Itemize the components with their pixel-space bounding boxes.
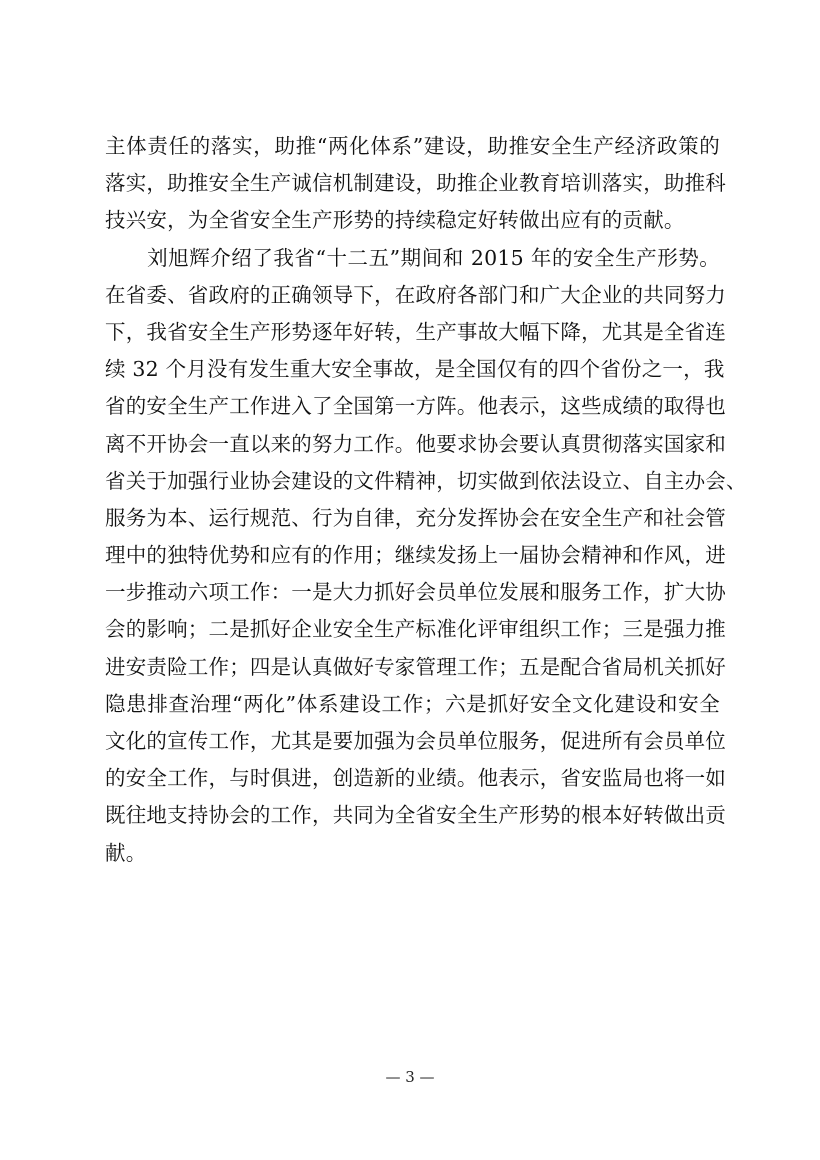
text-line: 下，我省安全生产形势逐年好转，生产事故大幅下降，尤其是全省连 bbox=[105, 319, 726, 344]
body-text bbox=[105, 128, 747, 872]
text-line: 续 32 个月没有发生重大安全事故，是全国仅有的四个省份之一，我 bbox=[105, 357, 725, 382]
text-line: 一步推动六项工作：一是大力抓好会员单位发展和服务工作，扩大协 bbox=[105, 580, 726, 605]
text-line: 会的影响；二是抓好企业安全生产标准化评审组织工作；三是强力推 bbox=[105, 617, 726, 642]
text-line: 落实，助推安全生产诚信机制建设，助推企业教育培训落实，助推科 bbox=[105, 171, 726, 196]
text-line: 省关于加强行业协会建设的文件精神，切实做到依法设立、自主办会、 bbox=[105, 468, 747, 493]
text-line: 省的安全生产工作进入了全国第一方阵。他表示，这些成绩的取得也 bbox=[105, 394, 726, 419]
text-line: 隐患排查治理“两化”体系建设工作；六是抓好安全文化建设和安全 bbox=[105, 691, 720, 716]
text-line: 的安全工作，与时俱进，创造新的业绩。他表示，省安监局也将一如 bbox=[105, 766, 726, 791]
text-line: 理中的独特优势和应有的作用；继续发扬上一届协会精神和作风，进 bbox=[105, 543, 726, 568]
text-line: 进安责险工作；四是认真做好专家管理工作；五是配合省局机关抓好 bbox=[105, 654, 726, 679]
text-line: 服务为本、运行规范、行为自律，充分发挥协会在安全生产和社会管 bbox=[105, 505, 726, 530]
text-line: 在省委、省政府的正确领导下，在政府各部门和广大企业的共同努力 bbox=[105, 282, 726, 307]
text-line: 既往地支持协会的工作，共同为全省安全生产形势的根本好转做出贡 bbox=[105, 803, 726, 828]
text-line: 献。 bbox=[105, 840, 147, 865]
text-line: 离不开协会一直以来的努力工作。他要求协会要认真贯彻落实国家和 bbox=[105, 431, 726, 456]
text-line: 文化的宣传工作，尤其是要加强为会员单位服务，促进所有会员单位 bbox=[105, 729, 726, 753]
text-line: 主体责任的落实，助推“两化体系”建设，助推安全生产经济政策的 bbox=[105, 134, 720, 158]
text-line: 刘旭辉介绍了我省“十二五”期间和 2015 年的安全生产形势。 bbox=[105, 245, 720, 270]
text-line: 技兴安，为全省安全生产形势的持续稳定好转做出应有的贡献。 bbox=[105, 208, 685, 233]
page-number: — 3 — bbox=[385, 1068, 435, 1086]
